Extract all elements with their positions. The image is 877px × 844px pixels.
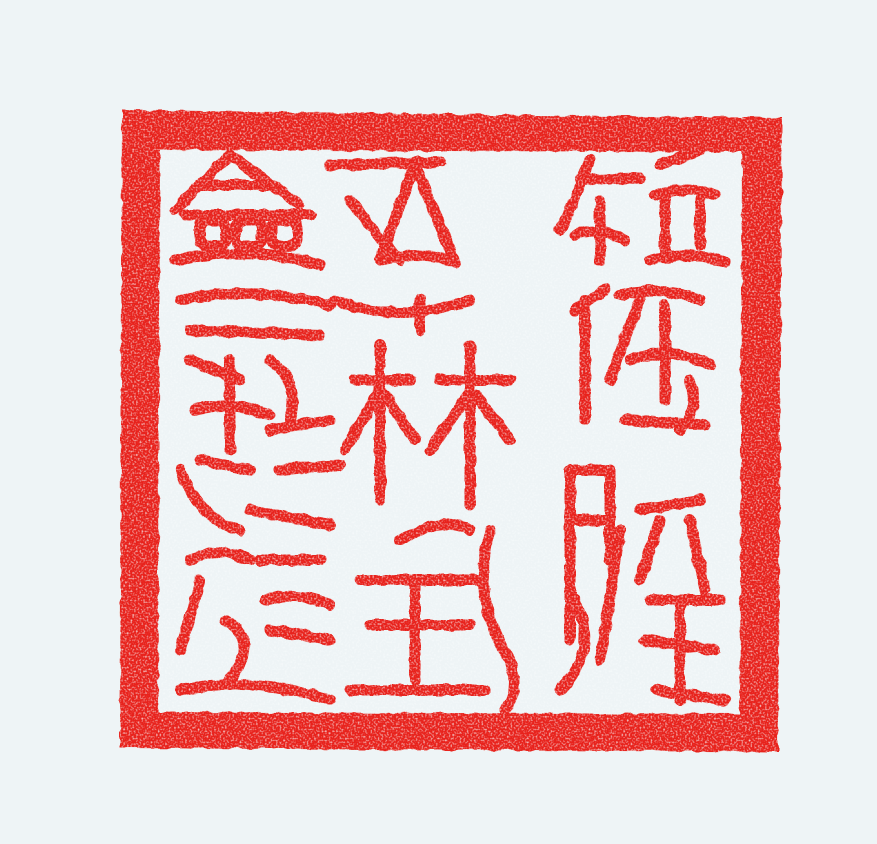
ink-wear-texture [120,110,782,752]
